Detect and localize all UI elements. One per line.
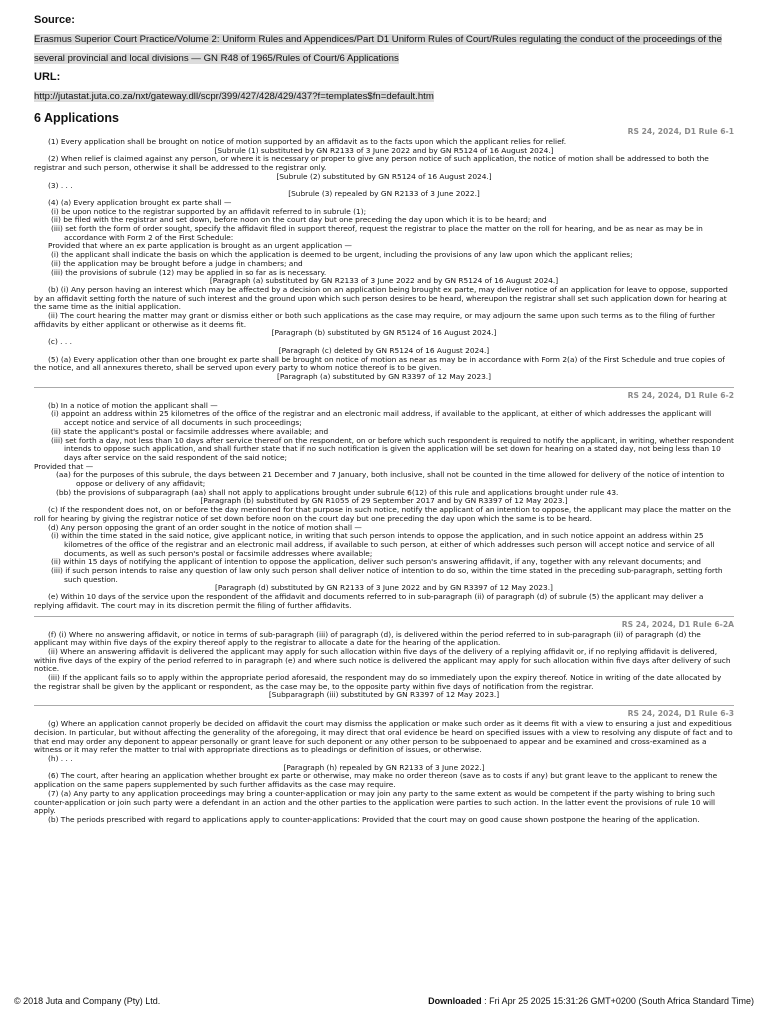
paragraph: (2) When relief is claimed against any person, or where it is necessary or proper to give any person notice of such application, the notice of motion shall be addressed to both the registrar and such person, otherwise it shall be addressed to the registrar only. (34, 154, 709, 173)
paragraph: (d) Any person opposing the grant of an order sought in the notice of motion shall — (48, 522, 362, 532)
paragraph: (b) (i) Any person having an interest which may be affected by a decision on an application being brought ex parte, may deliver notice of an application for leave to oppose, supported by an affidavit setting forth the nature of such interest and the ground upon which such person desires to be heard, whereupon the registrar shall set such application down for hearing at the same time as the initial application. (34, 284, 728, 312)
downloaded-value: : Fri Apr 25 2025 15:31:26 GMT+0200 (South Africa Standard Time) (484, 996, 754, 1006)
document-page (34, 14, 734, 825)
list-item: (iii) set forth the form of order sought, specify the affidavit filed in support thereof, request the registrar to place the matter on the roll for hearing, and be as near as may be in accordance with Form 2 of the First Schedule: (51, 224, 703, 242)
divider (34, 616, 734, 617)
amendment-note: [Paragraph (a) substituted by GN R3397 of 12 May 2023.] (276, 371, 492, 381)
section-heading: 6 Applications (34, 111, 119, 125)
paragraph: (c) If the respondent does not, on or before the day mentioned for that purpose in such notice, notify the applicant of an intention to oppose, the applicant may place the matter on the roll for hearing by giving the registrar notice of set down before noon on the court day but one preceding the day upon which the same is to be heard. (34, 505, 731, 523)
paragraph: (ii) Where an answering affidavit is delivered the applicant may apply for such allocation within five days of the delivery of a replying affidavit or, if no replying affidavit is delivered, within five days of the expiry of the period referred to in paragraph (e) and where such notice is delivered the applicant may apply for such allocation within five days after delivery of such notice. (34, 646, 731, 674)
paragraph: (b) In a notice of motion the applicant shall — (48, 400, 218, 410)
source-label: Source: (34, 14, 75, 26)
amendment-note: [Subparagraph (iii) substituted by GN R3397 of 12 May 2023.] (268, 690, 500, 700)
rule-reference: RS 24, 2024, D1 Rule 6-2 (627, 390, 734, 400)
page-footer (14, 996, 754, 1006)
list-item: (aa) for the purposes of this subrule, the days between 21 December and 7 January, both inclusive, shall not be counted in the time allowed for delivery of the notice of intention to oppose or delivery of any affidavit; (56, 470, 725, 489)
proviso: Provided that where an ex parte application is brought as an urgent application — (48, 241, 352, 251)
document-body (34, 127, 734, 825)
paragraph: (6) The court, after hearing an application whether brought ex parte or otherwise, may make no order thereon (save as to costs if any) but grant leave to the applicant to renew the application on the same papers supplemented by such further affidavits as the case may require. (34, 771, 718, 790)
source-block (34, 14, 734, 65)
proviso: Provided that — (34, 461, 94, 471)
amendment-note: [Paragraph (b) substituted by GN R5124 of 16 August 2024.] (271, 328, 497, 338)
paragraph: (7) (a) Any party to any application proceedings may bring a counter-application or may join any party to the same extent as would be competent if the party wishing to bring such counter-application or join such party were a defendant in an action and the other parties to the application were parties to such action. In the latter event the provisions of rule 10 will apply. (34, 788, 716, 816)
divider (34, 705, 734, 706)
amendment-note: [Paragraph (a) substituted by GN R2133 of 3 June 2022 and by GN R5124 of 16 August 2024.] (209, 276, 559, 286)
paragraph: (f) (i) Where no answering affidavit, or notice in terms of sub-paragraph (iii) of paragraph (d), is delivered within the period referred to in sub-paragraph (ii) of paragraph (d) the applicant may within five days of the expiry thereof apply to the registrar to allocate a date for the hearing of the application. (34, 629, 701, 648)
rule-reference: RS 24, 2024, D1 Rule 6-3 (627, 709, 734, 719)
list-item: (iii) if such person intends to raise any question of law only such person shall deliver notice of intention to do so, within the time stated in the preceding sub-paragraph, setting forth such question. (51, 566, 723, 584)
list-item: (ii) state the applicant's postal or facsimile addresses where available; and (51, 426, 329, 436)
paragraph: (4) (a) Every application brought ex parte shall — (48, 197, 232, 207)
list-item: (bb) the provisions of subparagraph (aa) shall not apply to applications brought under subrule 6(12) of this rule and applications brought under rule 43. (56, 487, 619, 497)
paragraph: (g) Where an application cannot properly be decided on affidavit the court may dismiss the application or make such order as it deems fit with a view to ensuring a just and expeditious decision. In particular, but without affecting the generality of the aforegoing, it may direct that oral evidence be heard on specified issues with a view to resolving any dispute of fact and to that end may order any deponent to appear personally or grant leave for such deponent or any other person to be subpoenaed to appear and be examined and cross-examined as a witness or it may refer the matter to trial with appropriate directions as to pleadings or definition of issues, or otherwise. (34, 719, 733, 755)
paragraph: (1) Every application shall be brought on notice of motion supported by an affidavit as to the facts upon which the applicant relies for relief. (48, 137, 567, 146)
amendment-note: [Subrule (1) substituted by GN R2133 of 3 June 2022 and by GN R5124 of 16 August 2024.] (214, 145, 554, 155)
amendment-note: [Paragraph (d) substituted by GN R2133 of 3 June 2022 and by GN R3397 of 12 May 2023.] (215, 583, 553, 593)
list-item: (iii) set forth a day, not less than 10 days after service thereof on the respondent, on or before which such respondent is required to notify the applicant, in writing, whether respondent intends to oppose such application, and shall further state that if no such notification is given the application will be set down for hearing on a stated day, not being less than 10 days after service on the said respondent of the said notice; (51, 435, 734, 462)
paragraph: (5) (a) Every application other than one brought ex parte shall be brought on notice of motion as near as may be in accordance with Form 2(a) of the First Schedule and true copies of the notice, and all annexures thereto, shall be served upon every party to whom notice thereof is to be given. (34, 354, 725, 373)
paragraph: (h) . . . (48, 754, 73, 763)
paragraph: (c) . . . (48, 337, 72, 347)
paragraph: (e) Within 10 days of the service upon the respondent of the affidavit and documents referred to in sub-paragraph (ii) of paragraph (d) of subrule (5) the applicant may deliver a replying affidavit. The court may in its discretion permit the filing of further affidavits. (34, 592, 704, 610)
list-item: (iii) the provisions of subrule (12) may be applied in so far as is necessary. (51, 267, 327, 277)
list-item: (i) be upon notice to the registrar supported by an affidavit referred to in subrule (1); (51, 206, 367, 216)
amendment-note: [Subrule (2) substituted by GN R5124 of 16 August 2024.] (276, 171, 492, 181)
list-item: (i) appoint an address within 25 kilometres of the office of the registrar and an electronic mail address, if available to the applicant, at either of which addresses the applicant will accept notice and service of all documents in such proceedings; (51, 409, 712, 428)
divider (34, 387, 734, 388)
paragraph: (b) The periods prescribed with regard to applications apply to counter-applications: Provided that the court may on good cause shown postpone the hearing of the application. (48, 814, 700, 824)
paragraph: (iii) If the applicant fails so to apply within the appropriate period aforesaid, the respondent may do so immediately upon the expiry thereof. Notice in writing of the date allocated by the registrar shall be given by the applicant or respondent, as the case may be, to the opposite party within five days of notification from the registrar. (34, 673, 722, 691)
url-block (34, 71, 734, 103)
amendment-note: [Subrule (3) repealed by GN R2133 of 3 June 2022.] (288, 189, 480, 199)
amendment-note: [Paragraph (h) repealed by GN R2133 of 3 June 2022.] (283, 762, 485, 772)
rule-reference: RS 24, 2024, D1 Rule 6-1 (627, 127, 734, 136)
downloaded-label: Downloaded (428, 996, 482, 1006)
rule-reference: RS 24, 2024, D1 Rule 6-2A (621, 619, 734, 629)
url-link[interactable]: http://jutastat.juta.co.za/nxt/gateway.dll/scpr/399/427/428/429/437?f=templates$fn=default.htm (34, 91, 434, 102)
paragraph: (ii) The court hearing the matter may grant or dismiss either or both such applications as the case may require, or may adjourn the same upon such terms as to the filing of further affidavits by either applicant or otherwise as it deems fit. (34, 311, 716, 329)
list-item: (ii) the application may be brought before a judge in chambers; and (51, 258, 303, 268)
list-item: (ii) be filed with the registrar and set down, before noon on the court day but one preceding the day upon which it is to be heard; and (51, 215, 547, 225)
paragraph: (3) . . . (48, 180, 73, 190)
source-text: Erasmus Superior Court Practice/Volume 2: Uniform Rules and Appendices/Part D1 Uniform Rules of Court/Rules regulating the conduct of the proceedings of the several provincial and local divisions — GN R48 of 1965/Rules of Court/6 Applications (34, 34, 722, 64)
amendment-note: [Paragraph (b) substituted by GN R1055 of 29 September 2017 and by GN R3397 of 12 May 2023.] (200, 496, 568, 506)
copyright-text: © 2018 Juta and Company (Pty) Ltd. (14, 996, 161, 1006)
amendment-note: [Paragraph (c) deleted by GN R5124 of 16 August 2024.] (278, 345, 490, 355)
list-item: (i) the applicant shall indicate the basis on which the application is deemed to be urgent, including the provisions of any law upon which the applicant relies; (51, 250, 633, 260)
list-item: (i) within the time stated in the said notice, give applicant notice, in writing that such person intends to oppose the application, and in such notice appoint an address within 25 kilometres of the office of the registrar and an electronic mail address, if available to such person, at either of which addresses such person will accept notice and service of all documents, as well as such person's postal or facsimile addresses where available; (51, 531, 715, 558)
url-label: URL: (34, 71, 61, 83)
download-info (428, 996, 754, 1006)
list-item: (ii) within 15 days of notifying the applicant of intention to oppose the application, deliver such person's answering affidavit, if any, together with any relevant documents; and (51, 557, 701, 567)
